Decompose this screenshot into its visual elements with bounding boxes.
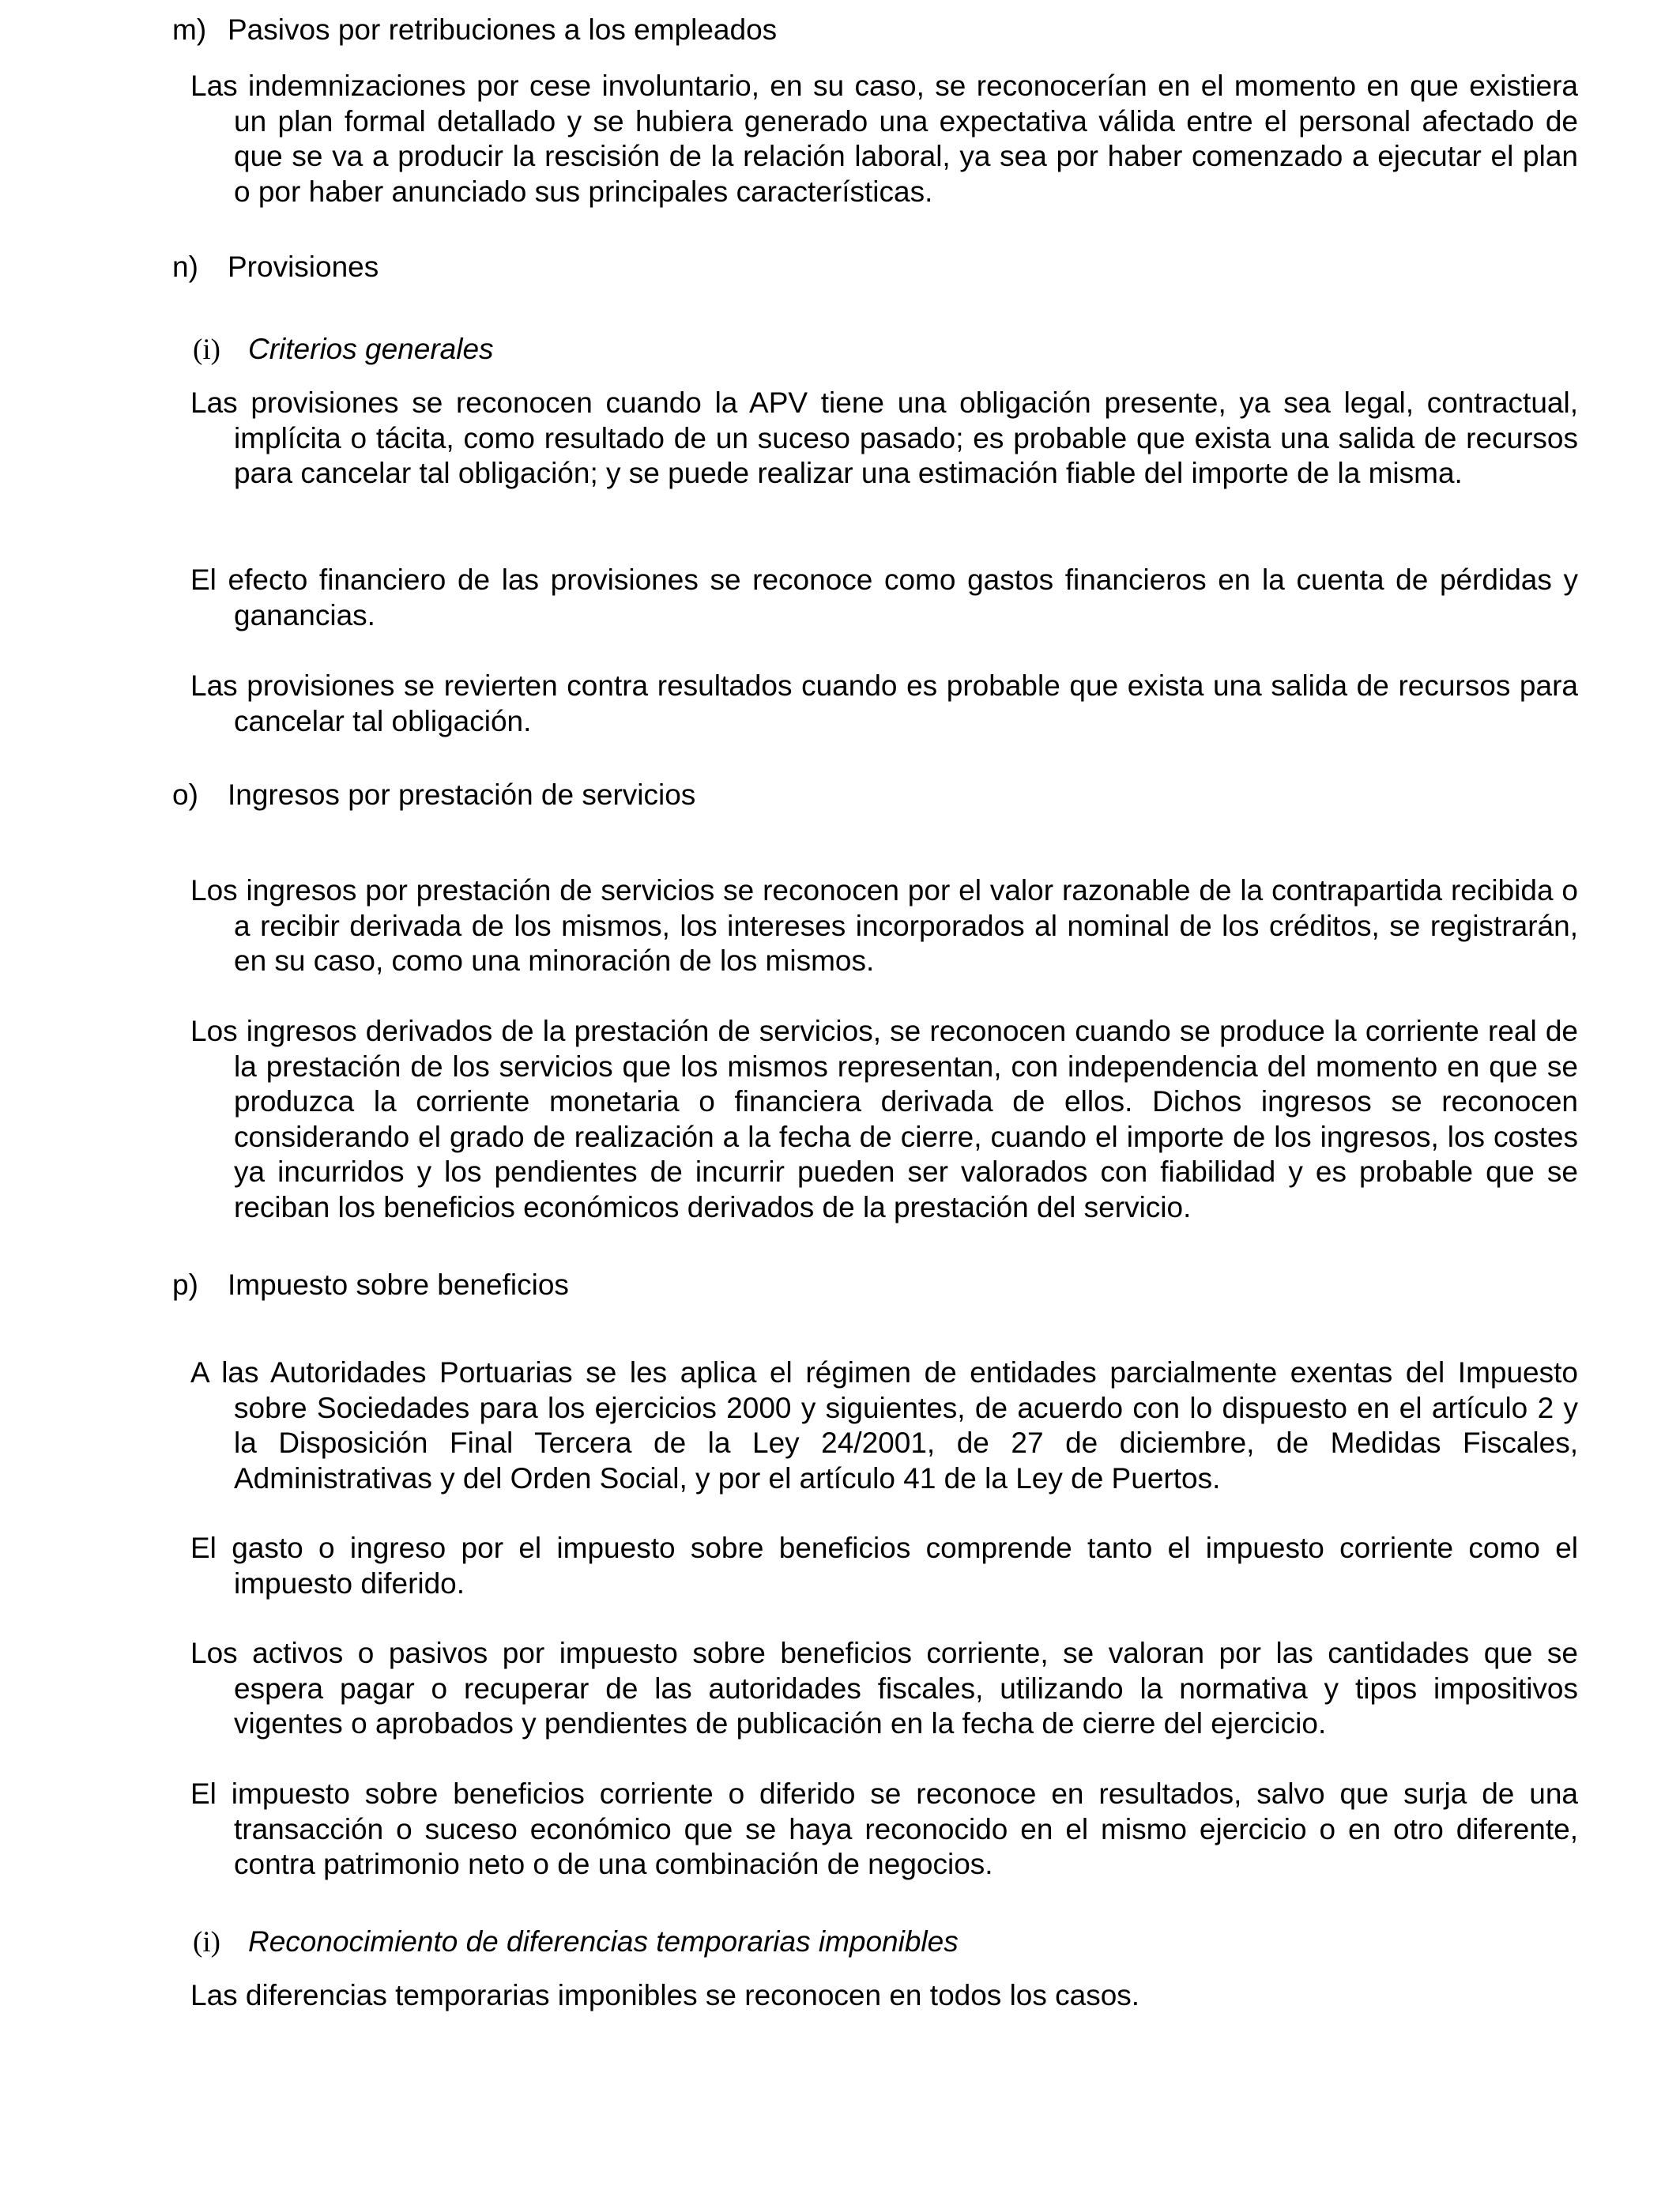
section-heading-n (172, 250, 379, 285)
subheading-title: Criterios generales (248, 333, 494, 365)
section-title: Pasivos por retribuciones a los empleados (228, 13, 778, 46)
paragraph-o-2: Los ingresos derivados de la prestación de servicios, se reconocen cuando se produce la corriente real de la prestación de los servicios que los mismos representan, con independencia del momento en que se produzca la corriente monetaria o financiera derivada de ellos. Dichos ingresos se reconocen considerando el grado de realización a la fecha de cierre, cuando el importe de los ingresos, los costes ya incurridos y los pendientes de incurrir pueden ser valorados con fiabilidad y es probable que se reciban los beneficios económicos derivados de la prestación del servicio. (190, 1015, 1578, 1223)
subheading-n-i (193, 332, 494, 368)
section-letter: p) (172, 1269, 198, 1301)
subheading-number: (i) (193, 1926, 220, 1958)
section-letter: o) (172, 778, 198, 811)
paragraph-n-1: Las provisiones se reconocen cuando la APV tiene una obligación presente, ya sea legal, contractual, implícita o tácita, como resultado de un suceso pasado; es probable que exista una salida de recursos para cancelar tal obligación; y se puede realizar una estimación fiable del importe de la misma. (190, 386, 1578, 490)
section-letter: m) (172, 13, 207, 46)
paragraph-p-5: Las diferencias temporarias imponibles se reconocen en todos los casos. (190, 1979, 1140, 2011)
section-heading-o (172, 778, 695, 812)
section-title: Provisiones (228, 251, 379, 283)
section-letter: n) (172, 251, 198, 283)
section-title: Impuesto sobre beneficios (228, 1269, 569, 1301)
subheading-number: (i) (193, 334, 220, 366)
subheading-p-i (193, 1924, 959, 1960)
paragraph-p-2: El gasto o ingreso por el impuesto sobre beneficios comprende tanto el impuesto corriente como el impuesto diferido. (190, 1532, 1578, 1600)
paragraph-o-1: Los ingresos por prestación de servicios se reconocen por el valor razonable de la contrapartida recibida o a recibir derivada de los mismos, los intereses incorporados al nominal de los créditos, se registrarán, en su caso, como una minoración de los mismos. (190, 874, 1578, 978)
section-heading-p (172, 1268, 569, 1302)
paragraph-n-2: El efecto financiero de las provisiones se reconoce como gastos financieros en la cuenta de pérdidas y ganancias. (190, 564, 1578, 631)
subheading-title: Reconocimiento de diferencias temporarias imponibles (248, 1925, 959, 1958)
paragraph-p-1: A las Autoridades Portuarias se les aplica el régimen de entidades parcialmente exentas del Impuesto sobre Sociedades para los ejercicios 2000 y siguientes, de acuerdo con lo dispuesto en el artículo 2 y la Disposición Final Tercera de la Ley 24/2001, de 27 de diciembre, de Medidas Fiscales, Administrativas y del Orden Social, y por el artículo 41 de la Ley de Puertos. (190, 1356, 1578, 1495)
paragraph-p-3: Los activos o pasivos por impuesto sobre beneficios corriente, se valoran por las cantidades que se espera pagar o recuperar de las autoridades fiscales, utilizando la normativa y tipos impositivos vigentes o aprobados y pendientes de publicación en la fecha de cierre del ejercicio. (190, 1637, 1578, 1740)
section-heading-m (172, 13, 777, 47)
paragraph-p-4: El impuesto sobre beneficios corriente o diferido se reconoce en resultados, salvo que surja de una transacción o suceso económico que se haya reconocido en el mismo ejercicio o en otro diferente, contra patrimonio neto o de una combinación de negocios. (190, 1777, 1578, 1881)
paragraph-m-1: Las indemnizaciones por cese involuntario, en su caso, se reconocerían en el momento en que existiera un plan formal detallado y se hubiera generado una expectativa válida entre el personal afectado de que se va a producir la rescisión de la relación laboral, ya sea por haber comenzado a ejecutar el plan o por haber anunciado sus principales características. (190, 70, 1578, 208)
paragraph-n-3: Las provisiones se revierten contra resultados cuando es probable que exista una salida de recursos para cancelar tal obligación. (190, 669, 1578, 737)
section-title: Ingresos por prestación de servicios (228, 778, 696, 811)
